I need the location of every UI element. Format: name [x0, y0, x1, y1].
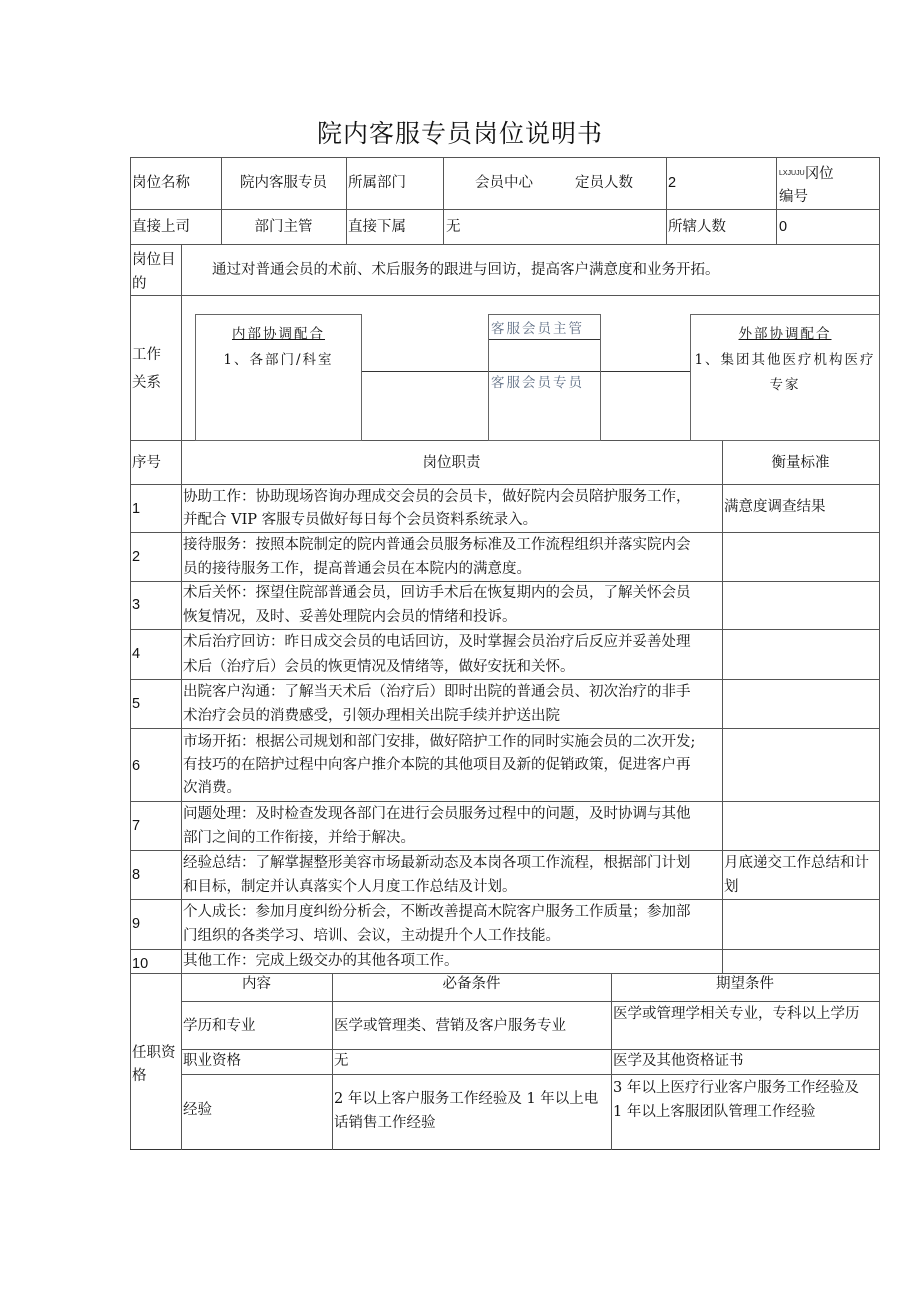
qual-expected: 3 年以上医疗行业客户服务工作经验及 — [613, 1080, 859, 1096]
qualifications-label-line1: 任职资 — [132, 1045, 176, 1061]
qualifications-label-line2: 格 — [132, 1068, 147, 1084]
qual-header-required: 必备条件 — [442, 976, 501, 992]
duty-text-line: 问题处理：及时检查发现各部门在进行会员服务过程中的问题，及时协调与其他 — [183, 806, 691, 822]
duty-text-line: 术后（治疗后）会员的恢更情况及情绪等，做好安抚和关怀。 — [183, 659, 575, 675]
value-managed-count: 0 — [779, 219, 788, 235]
org-chart-box — [488, 314, 601, 441]
qual-expected: 医学及其他资格证书 — [613, 1053, 744, 1069]
duty-text-line: 市场开拓：根据公司规划和部门安排，做好陪护工作的同时实施会员的二次开发; — [183, 734, 696, 750]
purpose-label-line2: 的 — [132, 276, 147, 292]
duty-text-line: 经验总结：了解掌握整形美容市场最新动态及本岗各项工作流程，根据部门计划 — [183, 855, 691, 871]
qual-content: 学历和专业 — [183, 1018, 256, 1034]
label-department: 所属部门 — [348, 175, 406, 191]
duty-no: 8 — [132, 867, 141, 883]
duty-text-line: 接待服务：按照本院制定的院内普通会员服务标准及工作流程组织并落实院内会 — [183, 537, 691, 553]
duty-no: 10 — [132, 956, 149, 972]
divider — [489, 339, 600, 340]
divider — [181, 440, 182, 974]
relations-label-line2: 关系 — [132, 375, 161, 391]
qual-required: 无 — [334, 1053, 349, 1069]
table-border-left — [130, 157, 131, 1150]
internal-coordination-box — [195, 314, 362, 441]
value-department: 会员中心 — [475, 175, 533, 191]
duty-text-line: 门组织的各类学习、培训、会议，主动提升个人工作技能。 — [183, 928, 560, 944]
divider — [776, 157, 777, 244]
qual-header-expected: 期望条件 — [716, 976, 774, 992]
duty-no: 4 — [132, 646, 141, 662]
value-position-name: 院内客服专员 — [240, 175, 327, 191]
divider — [181, 1049, 880, 1050]
connector-line-left — [362, 371, 489, 372]
internal-coordination-item: 1、各部门/科室 — [223, 352, 334, 368]
divider — [130, 295, 880, 296]
label-position-code-prefix: LXJUJU — [779, 170, 805, 177]
divider — [611, 973, 612, 1150]
divider — [130, 244, 880, 245]
duty-text-line: 有技巧的在陪护过程中向客户推介本院的其他项目及新的促销政策，促进客户再 — [183, 757, 691, 773]
divider — [346, 157, 347, 244]
duty-standard: 月底递交工作总结和计 — [724, 855, 869, 871]
table-border-bottom — [130, 1149, 880, 1150]
value-headcount: 2 — [668, 175, 677, 191]
duty-no: 6 — [132, 758, 141, 774]
duty-standard: 满意度调查结果 — [724, 499, 826, 515]
specialist-role: 客服会员专员 — [491, 375, 584, 391]
relations-label-line1: 工作 — [132, 347, 161, 363]
qual-content: 职业资格 — [183, 1053, 241, 1069]
duty-no: 9 — [132, 916, 141, 932]
external-coordination-title: 外部协调配合 — [738, 326, 832, 342]
value-direct-superior: 部门主管 — [254, 219, 313, 235]
qual-expected: 1 年以上客服团队管理工作经验 — [613, 1104, 816, 1120]
duty-text-line: 术后关怀：探望住院部普通会员，回访手术后在恢复期内的会员，了解关怀会员 — [183, 585, 691, 601]
divider — [181, 244, 182, 445]
duty-no: 7 — [132, 818, 141, 834]
divider — [130, 209, 880, 210]
duties-header-no: 序号 — [132, 455, 161, 471]
duty-standard: 划 — [724, 879, 739, 895]
duty-no: 5 — [132, 696, 141, 712]
label-position-code-line2: 编号 — [779, 189, 808, 205]
label-headcount: 定员人数 — [575, 175, 633, 191]
internal-coordination-title: 内部协调配合 — [232, 326, 325, 342]
duty-text-line: 和目标，制定并认真落实个人月度工作总结及计划。 — [183, 879, 517, 895]
purpose-label-line1: 岗位目 — [132, 252, 176, 268]
label-position-code-line1: 冈位 — [804, 166, 834, 182]
label-direct-superior: 直接上司 — [132, 219, 190, 235]
duty-text-line: 员的接待服务工作，提高普通会员在本院内的满意度。 — [183, 561, 531, 577]
duty-no: 3 — [132, 597, 141, 613]
duty-text-line: 恢复情况，及时、妥善处理院内会员的情绪和投诉。 — [183, 609, 517, 625]
qual-header-content: 内容 — [242, 976, 271, 992]
divider — [666, 157, 667, 244]
duty-text-line: 次消费。 — [183, 780, 241, 796]
duty-text-line: 出院客户沟通：了解当天术后（治疗后）即时出院的普通会员、初次治疗的非手 — [183, 684, 691, 700]
purpose-text: 通过对普通会员的术前、术后服务的跟进与回访，提高客户满意度和业务开拓。 — [212, 262, 720, 278]
supervisor-role: 客服会员主管 — [491, 321, 584, 337]
duty-text-line: 个人成长：参加月度纠纷分析会，不断改善提高木院客户服务工作质量；参加部 — [183, 904, 691, 920]
table-border-top — [130, 157, 880, 158]
qual-content: 经验 — [183, 1102, 212, 1118]
document-title: 院内客服专员岗位说明书 — [316, 119, 603, 148]
label-managed-count: 所辖人数 — [668, 219, 726, 235]
connector-line-right — [601, 371, 691, 372]
duty-text-line: 术后治疗回访：昨日成交会员的电话回访，及时掌握会员治疗后反应并妥善处理 — [183, 634, 691, 650]
divider — [181, 973, 182, 1150]
duty-no: 1 — [132, 501, 141, 517]
external-coordination-box — [690, 314, 880, 441]
qual-expected: 医学或管理学相关专业，专科以上学历 — [613, 1006, 860, 1022]
duty-text-line: 协助工作：协助现场咨询办理成交会员的会员卡，做好院内会员陪护服务工作， — [183, 489, 691, 505]
external-coordination-item-line1: 1、集团其他医疗机构医疗 — [694, 352, 876, 368]
divider — [332, 973, 333, 1150]
divider — [443, 157, 444, 244]
qual-required: 2 年以上客户服务工作经验及 1 年以上电 — [334, 1091, 599, 1107]
qual-required: 话销售工作经验 — [334, 1115, 436, 1131]
duty-no: 2 — [132, 549, 141, 565]
label-position-name: 岗位名称 — [132, 175, 190, 191]
duty-text-line: 其他工作：完成上级交办的其他各项工作。 — [183, 953, 459, 969]
duties-header-standard: 衡量标准 — [771, 455, 830, 471]
divider — [722, 440, 723, 974]
duty-text-line: 部门之间的工作衔接，并给于解决。 — [183, 830, 415, 846]
value-direct-subordinate: 无 — [446, 219, 461, 235]
external-coordination-item-line2: 专家 — [769, 377, 801, 393]
label-direct-subordinate: 直接下属 — [348, 219, 406, 235]
duty-text-line: 并配合 VIP 客服专员做好每日每个会员资料系统录入。 — [183, 512, 538, 528]
qual-required: 医学或管理类、营销及客户服务专业 — [334, 1018, 566, 1034]
duties-header-duty: 岗位职责 — [422, 455, 481, 471]
duty-text-line: 术治疗会员的消费感受，引领办理相关出院手续并护送出院 — [183, 708, 560, 724]
